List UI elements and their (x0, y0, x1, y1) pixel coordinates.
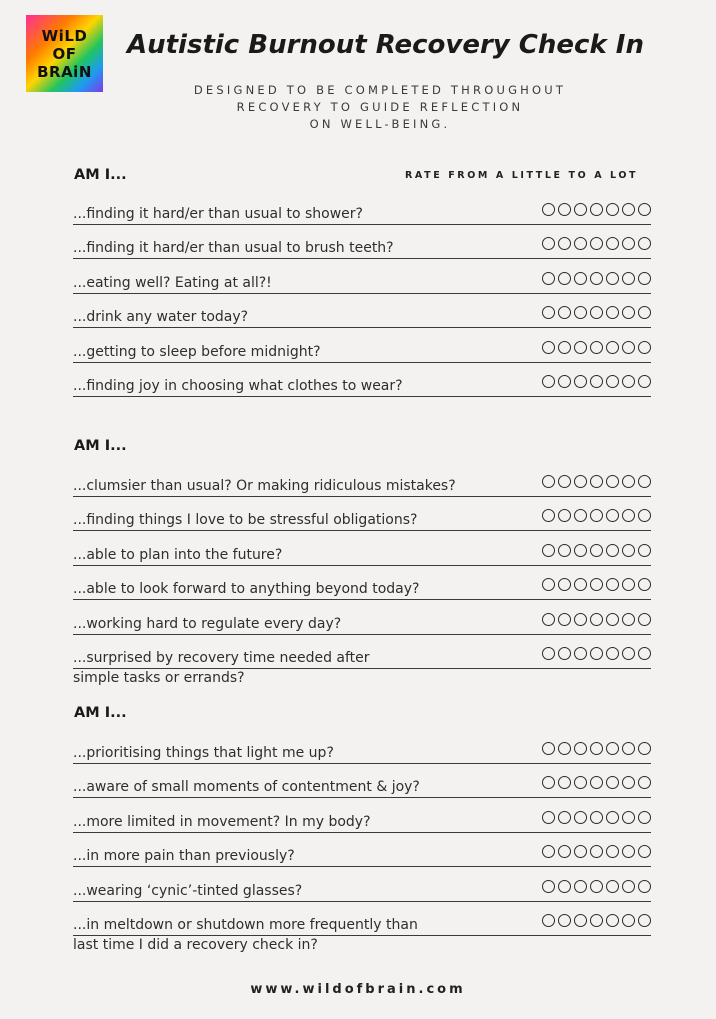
rating-circle[interactable] (606, 845, 619, 858)
rating-circle[interactable] (638, 578, 651, 591)
question-text: ...finding it hard/er than usual to brush teeth? (73, 240, 394, 257)
rating-circle[interactable] (622, 845, 635, 858)
rating-circle[interactable] (574, 880, 587, 893)
rating-circle[interactable] (590, 341, 603, 354)
rating-circle[interactable] (558, 375, 571, 388)
question-text: ...able to plan into the future? (73, 546, 283, 563)
rating-circle[interactable] (638, 475, 651, 488)
rating-circle[interactable] (606, 475, 619, 488)
subtitle-line: ON WELL-BEING. (309, 117, 451, 131)
rating-circle[interactable] (606, 203, 619, 216)
rating-circle[interactable] (622, 776, 635, 789)
rating-circle[interactable] (590, 845, 603, 858)
rating-circle[interactable] (638, 613, 651, 626)
rating-circle[interactable] (574, 647, 587, 660)
rating-circle[interactable] (638, 375, 651, 388)
rating-scale-label: RATE FROM A LITTLE TO A LOT (405, 170, 639, 181)
question-text: ...surprised by recovery time needed after (73, 650, 370, 666)
question-text: ...in more pain than previously? (73, 848, 295, 865)
rating-circle[interactable] (542, 914, 555, 927)
rating-circle[interactable] (542, 742, 555, 755)
rating-circle[interactable] (638, 341, 651, 354)
rating-circle[interactable] (590, 776, 603, 789)
rating-circle[interactable] (606, 776, 619, 789)
subtitle (150, 82, 610, 133)
rating-circle[interactable] (606, 509, 619, 522)
rating-circle[interactable] (558, 880, 571, 893)
rating-circle[interactable] (558, 647, 571, 660)
rating-scale (542, 509, 651, 522)
rating-circle[interactable] (542, 203, 555, 216)
rating-circle[interactable] (590, 237, 603, 250)
rating-circle[interactable] (574, 375, 587, 388)
rating-circle[interactable] (622, 341, 635, 354)
rating-circle[interactable] (590, 203, 603, 216)
rating-circle[interactable] (622, 880, 635, 893)
rating-scale (542, 203, 651, 216)
rating-circle[interactable] (590, 914, 603, 927)
rating-circle[interactable] (606, 375, 619, 388)
rating-scale (542, 613, 651, 626)
rating-circle[interactable] (574, 811, 587, 824)
rating-circle[interactable] (606, 237, 619, 250)
rating-circle[interactable] (542, 613, 555, 626)
rating-scale (542, 880, 651, 893)
rating-scale (542, 272, 651, 285)
rating-circle[interactable] (574, 237, 587, 250)
rating-circle[interactable] (574, 272, 587, 285)
rating-circle[interactable] (558, 203, 571, 216)
rating-circle[interactable] (622, 742, 635, 755)
rating-circle[interactable] (558, 237, 571, 250)
rating-circle[interactable] (574, 613, 587, 626)
question-text: ...more limited in movement? In my body? (73, 813, 371, 830)
question-text: ...aware of small moments of contentment & joy? (73, 779, 420, 796)
rating-circle[interactable] (558, 306, 571, 319)
question-row (73, 531, 651, 566)
rating-circle[interactable] (590, 272, 603, 285)
rating-circle[interactable] (622, 544, 635, 557)
rating-circle[interactable] (590, 811, 603, 824)
rating-circle[interactable] (638, 272, 651, 285)
rating-circle[interactable] (574, 341, 587, 354)
rating-circle[interactable] (558, 272, 571, 285)
rating-circle[interactable] (558, 578, 571, 591)
rating-circle[interactable] (622, 272, 635, 285)
question-row (73, 798, 651, 833)
rating-circle[interactable] (606, 544, 619, 557)
rating-scale (542, 742, 651, 755)
rating-circle[interactable] (574, 306, 587, 319)
rating-circle[interactable] (606, 742, 619, 755)
rating-circle[interactable] (590, 375, 603, 388)
question-row (73, 832, 651, 867)
rating-circle[interactable] (590, 613, 603, 626)
question-row (73, 362, 651, 397)
question-text: ...drink any water today? (73, 309, 249, 326)
rating-circle[interactable] (542, 306, 555, 319)
rating-circle[interactable] (590, 742, 603, 755)
rating-circle[interactable] (622, 647, 635, 660)
rating-circle[interactable] (574, 475, 587, 488)
rating-circle[interactable] (542, 237, 555, 250)
rating-circle[interactable] (542, 272, 555, 285)
question-row (73, 328, 651, 363)
rating-circle[interactable] (542, 776, 555, 789)
question-text: ...prioritising things that light me up? (73, 745, 334, 761)
rating-circle[interactable] (558, 811, 571, 824)
rating-circle[interactable] (542, 811, 555, 824)
question-text-continuation: simple tasks or errands? (73, 670, 245, 686)
question-row (73, 565, 651, 600)
rating-circle[interactable] (638, 203, 651, 216)
rating-circle[interactable] (638, 914, 651, 927)
rating-circle[interactable] (622, 237, 635, 250)
rating-circle[interactable] (558, 914, 571, 927)
rating-circle[interactable] (574, 914, 587, 927)
section-heading: AM I... (74, 438, 127, 454)
rating-scale (542, 375, 651, 388)
wild-of-brain-logo (26, 15, 103, 92)
rating-circle[interactable] (606, 341, 619, 354)
rating-scale (542, 475, 651, 488)
rating-circle[interactable] (558, 475, 571, 488)
logo-line-1: WiLD (41, 26, 88, 45)
rating-circle[interactable] (638, 742, 651, 755)
rating-circle[interactable] (622, 578, 635, 591)
rating-circle[interactable] (606, 811, 619, 824)
rating-circle[interactable] (622, 613, 635, 626)
rating-scale (542, 237, 651, 250)
question-text: ...wearing ‘cynic’-tinted glasses? (73, 882, 303, 899)
question-text: ...getting to sleep before midnight? (73, 343, 321, 360)
question-row (73, 901, 651, 953)
rating-scale (542, 776, 651, 789)
rating-scale (542, 811, 651, 824)
rating-circle[interactable] (542, 509, 555, 522)
logo-line-3: BRAiN (37, 62, 92, 81)
question-text: ...eating well? Eating at all?! (73, 274, 272, 291)
rating-circle[interactable] (542, 375, 555, 388)
rating-circle[interactable] (590, 578, 603, 591)
rating-circle[interactable] (638, 647, 651, 660)
rating-circle[interactable] (542, 544, 555, 557)
question-text-continuation: last time I did a recovery check in? (73, 937, 318, 953)
rating-circle[interactable] (606, 613, 619, 626)
rating-scale (542, 341, 651, 354)
rating-circle[interactable] (638, 776, 651, 789)
rating-circle[interactable] (606, 880, 619, 893)
question-row (73, 634, 651, 686)
rating-circle[interactable] (638, 544, 651, 557)
rating-circle[interactable] (606, 272, 619, 285)
rating-circle[interactable] (606, 647, 619, 660)
rating-scale (542, 845, 651, 858)
rating-circle[interactable] (574, 578, 587, 591)
section-heading: AM I... (74, 705, 127, 721)
question-row (73, 462, 651, 497)
question-text: ...in meltdown or shutdown more frequently than (73, 917, 418, 933)
rating-circle[interactable] (622, 306, 635, 319)
rating-circle[interactable] (542, 341, 555, 354)
logo-line-2: OF (52, 44, 77, 63)
question-row (73, 867, 651, 902)
rating-circle[interactable] (606, 914, 619, 927)
rating-circle[interactable] (622, 475, 635, 488)
subtitle-line: DESIGNED TO BE COMPLETED THROUGHOUT (193, 83, 567, 97)
rating-circle[interactable] (574, 203, 587, 216)
question-text: ...able to look forward to anything beyond today? (73, 581, 420, 598)
rating-circle[interactable] (638, 880, 651, 893)
rating-circle[interactable] (558, 509, 571, 522)
footer-url: www.wildofbrain.com (250, 982, 466, 997)
rating-circle[interactable] (574, 776, 587, 789)
rating-circle[interactable] (574, 845, 587, 858)
rating-circle[interactable] (622, 509, 635, 522)
rating-circle[interactable] (622, 914, 635, 927)
rating-circle[interactable] (638, 237, 651, 250)
rating-circle[interactable] (574, 742, 587, 755)
rating-circle[interactable] (622, 203, 635, 216)
rating-circle[interactable] (638, 845, 651, 858)
rating-circle[interactable] (590, 475, 603, 488)
rating-circle[interactable] (558, 742, 571, 755)
rating-circle[interactable] (606, 306, 619, 319)
question-row (73, 293, 651, 328)
question-text: ...finding things I love to be stressful obligations? (73, 512, 418, 529)
subtitle-line: RECOVERY TO GUIDE REFLECTION (236, 100, 524, 114)
rating-circle[interactable] (558, 544, 571, 557)
rating-circle[interactable] (558, 613, 571, 626)
rating-circle[interactable] (574, 544, 587, 557)
rating-circle[interactable] (606, 578, 619, 591)
question-row (73, 190, 651, 225)
question-text: ...finding joy in choosing what clothes to wear? (73, 378, 403, 394)
rating-circle[interactable] (574, 509, 587, 522)
question-row (73, 729, 651, 764)
rating-scale (542, 914, 651, 927)
page-title: Autistic Burnout Recovery Check In (127, 30, 644, 60)
rating-circle[interactable] (590, 880, 603, 893)
question-row (73, 259, 651, 294)
rating-scale (542, 544, 651, 557)
question-row (73, 224, 651, 259)
rating-circle[interactable] (558, 776, 571, 789)
question-row (73, 496, 651, 531)
rating-scale (542, 306, 651, 319)
rating-circle[interactable] (590, 647, 603, 660)
rating-circle[interactable] (558, 341, 571, 354)
rating-circle[interactable] (542, 475, 555, 488)
section-heading: AM I... (74, 167, 127, 183)
rating-circle[interactable] (542, 578, 555, 591)
rating-circle[interactable] (622, 375, 635, 388)
question-text: ...clumsier than usual? Or making ridiculous mistakes? (73, 478, 456, 494)
rating-circle[interactable] (638, 811, 651, 824)
rating-circle[interactable] (622, 811, 635, 824)
rating-circle[interactable] (542, 845, 555, 858)
rating-circle[interactable] (590, 544, 603, 557)
rating-circle[interactable] (542, 880, 555, 893)
rating-circle[interactable] (638, 509, 651, 522)
rating-scale (542, 578, 651, 591)
rating-circle[interactable] (590, 306, 603, 319)
question-text: ...finding it hard/er than usual to shower? (73, 206, 363, 222)
question-row (73, 763, 651, 798)
question-text: ...working hard to regulate every day? (73, 615, 342, 632)
rating-scale (542, 647, 651, 660)
question-row (73, 600, 651, 635)
rating-circle[interactable] (590, 509, 603, 522)
rating-circle[interactable] (638, 306, 651, 319)
rating-circle[interactable] (558, 845, 571, 858)
rating-circle[interactable] (542, 647, 555, 660)
